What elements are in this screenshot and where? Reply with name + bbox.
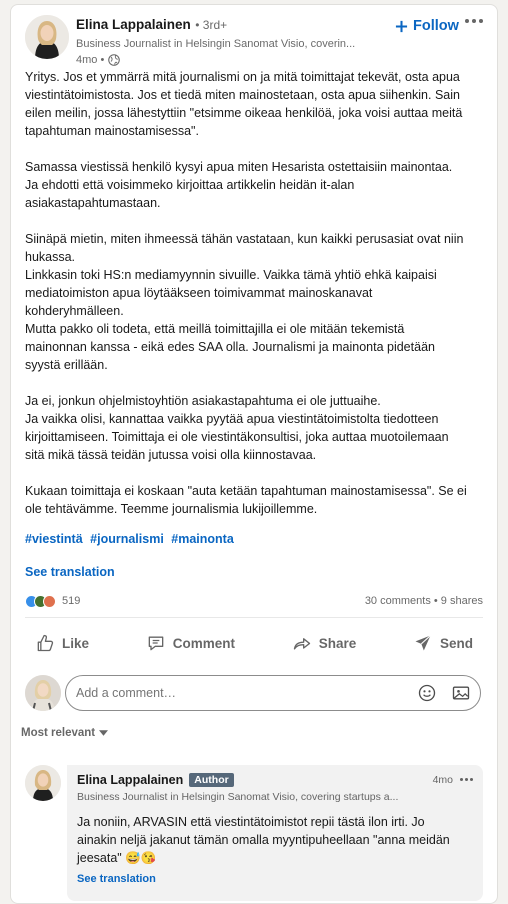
post-meta <box>76 54 376 66</box>
divider <box>25 617 483 618</box>
like-label: Like <box>62 635 90 651</box>
post-header <box>25 15 485 69</box>
post-line: viestintätoimistosta. Jos et tiedä miten mainostetaan, osta apua siihenkin. Sain <box>25 88 460 102</box>
see-translation-link[interactable]: See translation <box>25 565 115 579</box>
support-reaction-icon <box>43 595 56 608</box>
hashtags <box>25 530 485 548</box>
emoji-icon[interactable] <box>417 683 437 703</box>
social-counts <box>25 592 483 610</box>
comment-bubble <box>67 765 483 901</box>
post-line: Mutta pakko oli todeta, että meillä toimittajilla ei ole mitään tekemistä <box>25 322 405 336</box>
post-line: Linkkasin toki HS:n mediamyynnin sivuille. Vaikka tämä yhtiö ehkä kaipaisi <box>25 268 437 282</box>
send-label: Send <box>439 635 473 651</box>
comment-button[interactable] <box>136 621 245 665</box>
author-name[interactable]: Elina Lappalainen <box>76 17 191 32</box>
hashtag-link[interactable]: #mainonta <box>171 532 234 546</box>
post-text <box>25 68 485 548</box>
post-line: Ja ehdotti että voisimmeko kirjoittaa artikkelin heidän it-alan <box>25 178 355 192</box>
post-line: syystä erillään. <box>25 358 108 372</box>
post-line: tapahtuman mainostamisessa". <box>25 124 199 138</box>
author-badge: Author <box>189 773 233 787</box>
image-icon[interactable] <box>451 683 471 703</box>
post-line: asiakastapahtumastaan. <box>25 196 161 210</box>
plus-icon <box>395 20 408 33</box>
action-bar <box>25 621 483 665</box>
post-line: sitä mikä tässä teidän jutussa voisi olla kiinnostavaa. <box>25 448 317 462</box>
viewer-avatar <box>25 675 61 711</box>
post-line: Ja ei, jonkun ohjelmistoyhtiön asiakastapahtuma ei ole juttuaihe. <box>25 394 381 408</box>
comments-shares-count[interactable]: 30 comments • 9 shares <box>364 595 483 607</box>
send-icon <box>413 633 433 653</box>
comment-line: Ja noniin, ARVASIN että viestintätoimistot repii tästä ilon irti. Jo <box>77 815 425 829</box>
post-line: Kukaan toimittaja ei koskaan "auta ketään tapahtuman mainostamisessa". Se ei <box>25 484 467 498</box>
more-options-icon[interactable] <box>465 19 483 23</box>
reaction-count: 519 <box>62 595 81 607</box>
post-line: ole tehtävämme. Teemme journalismia lukijoillemme. <box>25 502 318 516</box>
comment-icon <box>146 633 166 653</box>
caret-down-icon <box>99 730 108 736</box>
hashtag-link[interactable]: #viestintä <box>25 532 83 546</box>
comment-more-icon[interactable] <box>460 778 473 781</box>
post-line: Yritys. Jos et ymmärrä mitä journalismi on ja mitä toimittajat tekevät, osta apua <box>25 70 460 84</box>
reaction-icons <box>25 595 52 608</box>
comment-see-translation-link[interactable]: See translation <box>77 873 156 885</box>
like-button[interactable] <box>25 621 99 665</box>
commenter-name[interactable]: Elina Lappalainen <box>77 773 184 787</box>
post-line: kirjoittamiseen. Toimittaja ei ole viestintäkonsultisi, joka auttaa muotoilemaan <box>25 430 449 444</box>
comment-line: jeesata" 😅😘 <box>77 851 157 865</box>
sort-label: Most relevant <box>21 727 96 739</box>
comment-label: Comment <box>172 635 235 651</box>
author-avatar[interactable] <box>25 15 69 59</box>
author-info <box>76 16 376 66</box>
post-card <box>10 4 498 904</box>
share-button[interactable] <box>282 621 367 665</box>
comment-text <box>77 813 473 867</box>
comment-line: ainakin neljä jakanut tämän omalla myyntipuheellaan "anna meidän <box>77 833 450 847</box>
thumbs-up-icon <box>35 633 55 653</box>
post-line: eilen meilin, jossa lähestyttiin "etsimme oikeaa henkilöä, joka voisi auttaa meitä <box>25 106 463 120</box>
connection-degree: • 3rd+ <box>195 18 228 32</box>
comment-time: 4mo <box>432 774 453 786</box>
commenter-headline: Business Journalist in Helsingin Sanomat Visio, covering startups a... <box>77 791 399 803</box>
share-arrow-icon <box>292 633 312 653</box>
comment-composer <box>25 675 481 713</box>
hashtag-link[interactable]: #journalismi <box>90 532 164 546</box>
commenter-avatar[interactable] <box>25 765 61 801</box>
follow-button[interactable] <box>395 15 459 37</box>
post-line: mainonnan kanssa - eikä edes SAA olla. Journalismi ja mainonta pidetään <box>25 340 435 354</box>
post-time: 4mo • <box>76 54 105 66</box>
follow-label: Follow <box>413 18 459 34</box>
send-button[interactable] <box>403 621 483 665</box>
post-line: kohderyhmälleen. <box>25 304 124 318</box>
post-line: hukassa. <box>25 250 76 264</box>
globe-icon <box>108 54 120 66</box>
share-label: Share <box>318 635 357 651</box>
post-line: Ja vaikka olisi, kannattaa vaikka pyytää apua viestintätoimistolta tiedotteen <box>25 412 439 426</box>
post-line: Siinäpä mietin, miten ihmeessä tähän vastataan, kun kaikki perusasiat ovat niin <box>25 232 464 246</box>
sort-dropdown[interactable] <box>21 727 108 739</box>
reactions-summary[interactable] <box>25 595 80 608</box>
author-headline: Business Journalist in Helsingin Sanomat Visio, coverin... <box>76 38 356 50</box>
post-line: Samassa viestissä henkilö kysyi apua miten Hesarista ostettaisiin mainontaa. <box>25 160 453 174</box>
post-line: mediatoimiston apua löytääkseen toimivammat mainoskanavat <box>25 286 373 300</box>
